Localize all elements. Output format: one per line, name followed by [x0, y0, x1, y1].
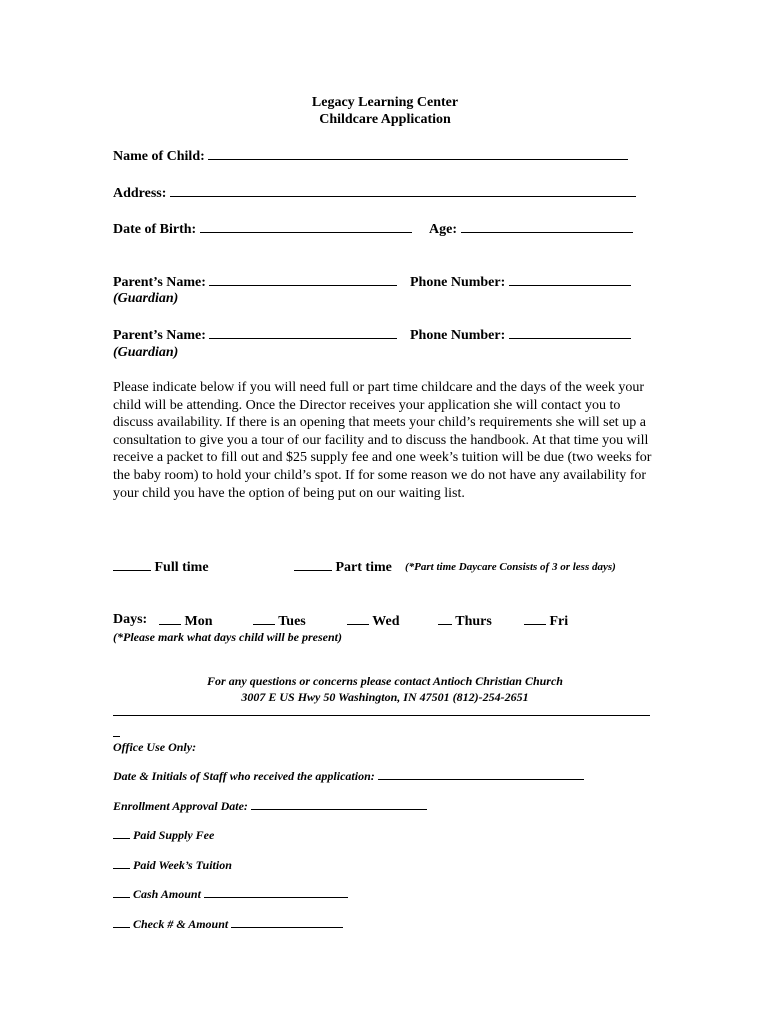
check-amount-label: Check # & Amount [133, 917, 229, 931]
day-thurs-label: Thurs [455, 614, 492, 629]
day-mon-label: Mon [184, 614, 213, 629]
part-time-label: Part time [335, 560, 392, 575]
day-fri [524, 612, 568, 630]
parent2-name-row [113, 326, 397, 344]
approval-date-label: Enrollment Approval Date: [113, 799, 248, 813]
name-of-child-field[interactable] [208, 147, 628, 160]
day-thurs [438, 612, 492, 630]
parent1-name-label: Parent’s Name: [113, 275, 206, 290]
paid-supply-row [113, 828, 214, 843]
day-wed [347, 612, 399, 630]
full-time-checkbox[interactable] [113, 558, 151, 571]
day-thurs-checkbox[interactable] [438, 612, 452, 625]
check-amount-row [113, 917, 343, 932]
org-name: Legacy Learning Center [311, 95, 459, 110]
age-row [429, 220, 633, 238]
days-note: (*Please mark what days child will be present) [113, 630, 342, 644]
cash-amount-checkbox[interactable] [113, 887, 130, 898]
paid-tuition-checkbox[interactable] [113, 858, 130, 869]
dob-row [113, 220, 412, 238]
paid-tuition-label: Paid Week’s Tuition [133, 858, 232, 872]
approval-date-field[interactable] [251, 799, 427, 810]
part-time-checkbox[interactable] [294, 558, 332, 571]
full-time-label: Full time [154, 560, 209, 575]
parent1-phone-label: Phone Number: [410, 275, 506, 290]
cash-amount-field[interactable] [204, 887, 348, 898]
parent1-name-field[interactable] [209, 273, 397, 286]
parent1-phone-row [410, 273, 631, 291]
dob-label: Date of Birth: [113, 222, 197, 237]
form-title: Childcare Application [319, 112, 451, 127]
cash-amount-label: Cash Amount [133, 887, 201, 901]
office-use-title: Office Use Only: [113, 740, 197, 754]
day-wed-checkbox[interactable] [347, 612, 369, 625]
day-tues-label: Tues [278, 614, 306, 629]
day-mon [159, 612, 213, 630]
parent2-name-label: Parent’s Name: [113, 328, 206, 343]
paid-tuition-row [113, 858, 232, 873]
cash-amount-row [113, 887, 348, 902]
name-of-child-row [113, 147, 628, 165]
address-label: Address: [113, 186, 167, 201]
staff-initials-row [113, 769, 584, 784]
dob-field[interactable] [200, 220, 412, 233]
separator-line [113, 715, 650, 716]
instructions-paragraph: Please indicate below if you will need full or part time childcare and the days of the week your child will be attending. Once the Director receives your application she will contact you to discuss availability. If there is an opening that meets your child’s requirements she will set up a consultation to give you a tour of our facility and to discuss the handbook. At that time you will receive a packet to fill out and $25 supply fee and one week’s tuition will be due (two weeks for the baby room) to hold your child’s spot. If for some reason we do not have any availability for your child you have the option of being put on our waiting list. [113, 380, 652, 501]
check-amount-field[interactable] [231, 917, 343, 928]
day-tues [253, 612, 306, 630]
check-amount-checkbox[interactable] [113, 917, 130, 928]
day-tues-checkbox[interactable] [253, 612, 275, 625]
approval-date-row [113, 799, 427, 814]
paid-supply-label: Paid Supply Fee [133, 828, 215, 842]
staff-initials-label: Date & Initials of Staff who received the application: [113, 769, 375, 783]
contact-line-1: For any questions or concerns please contact Antioch Christian Church [207, 674, 563, 688]
full-time-row [113, 558, 209, 576]
age-field[interactable] [461, 220, 633, 233]
age-label: Age: [429, 222, 457, 237]
address-row [113, 184, 636, 202]
contact-line-2: 3007 E US Hwy 50 Washington, IN 47501 (812)-254-2651 [241, 690, 529, 704]
parent2-name-field[interactable] [209, 326, 397, 339]
staff-initials-field[interactable] [378, 769, 584, 780]
paid-supply-checkbox[interactable] [113, 828, 130, 839]
address-field[interactable] [170, 184, 636, 197]
parent1-guardian-label: (Guardian) [113, 291, 179, 306]
day-wed-label: Wed [372, 614, 400, 629]
parent1-phone-field[interactable] [509, 273, 631, 286]
days-label: Days: [113, 612, 148, 627]
parent2-phone-label: Phone Number: [410, 328, 506, 343]
name-of-child-label: Name of Child: [113, 149, 205, 164]
part-time-row [294, 558, 392, 576]
day-fri-label: Fri [549, 614, 569, 629]
parent2-phone-field[interactable] [509, 326, 631, 339]
day-fri-checkbox[interactable] [524, 612, 546, 625]
parent2-guardian-label: (Guardian) [113, 345, 179, 360]
parent2-phone-row [410, 326, 631, 344]
separator-dash [113, 736, 120, 737]
parent1-name-row [113, 273, 397, 291]
day-mon-checkbox[interactable] [159, 612, 181, 625]
part-time-note: (*Part time Daycare Consists of 3 or less days) [405, 561, 616, 573]
